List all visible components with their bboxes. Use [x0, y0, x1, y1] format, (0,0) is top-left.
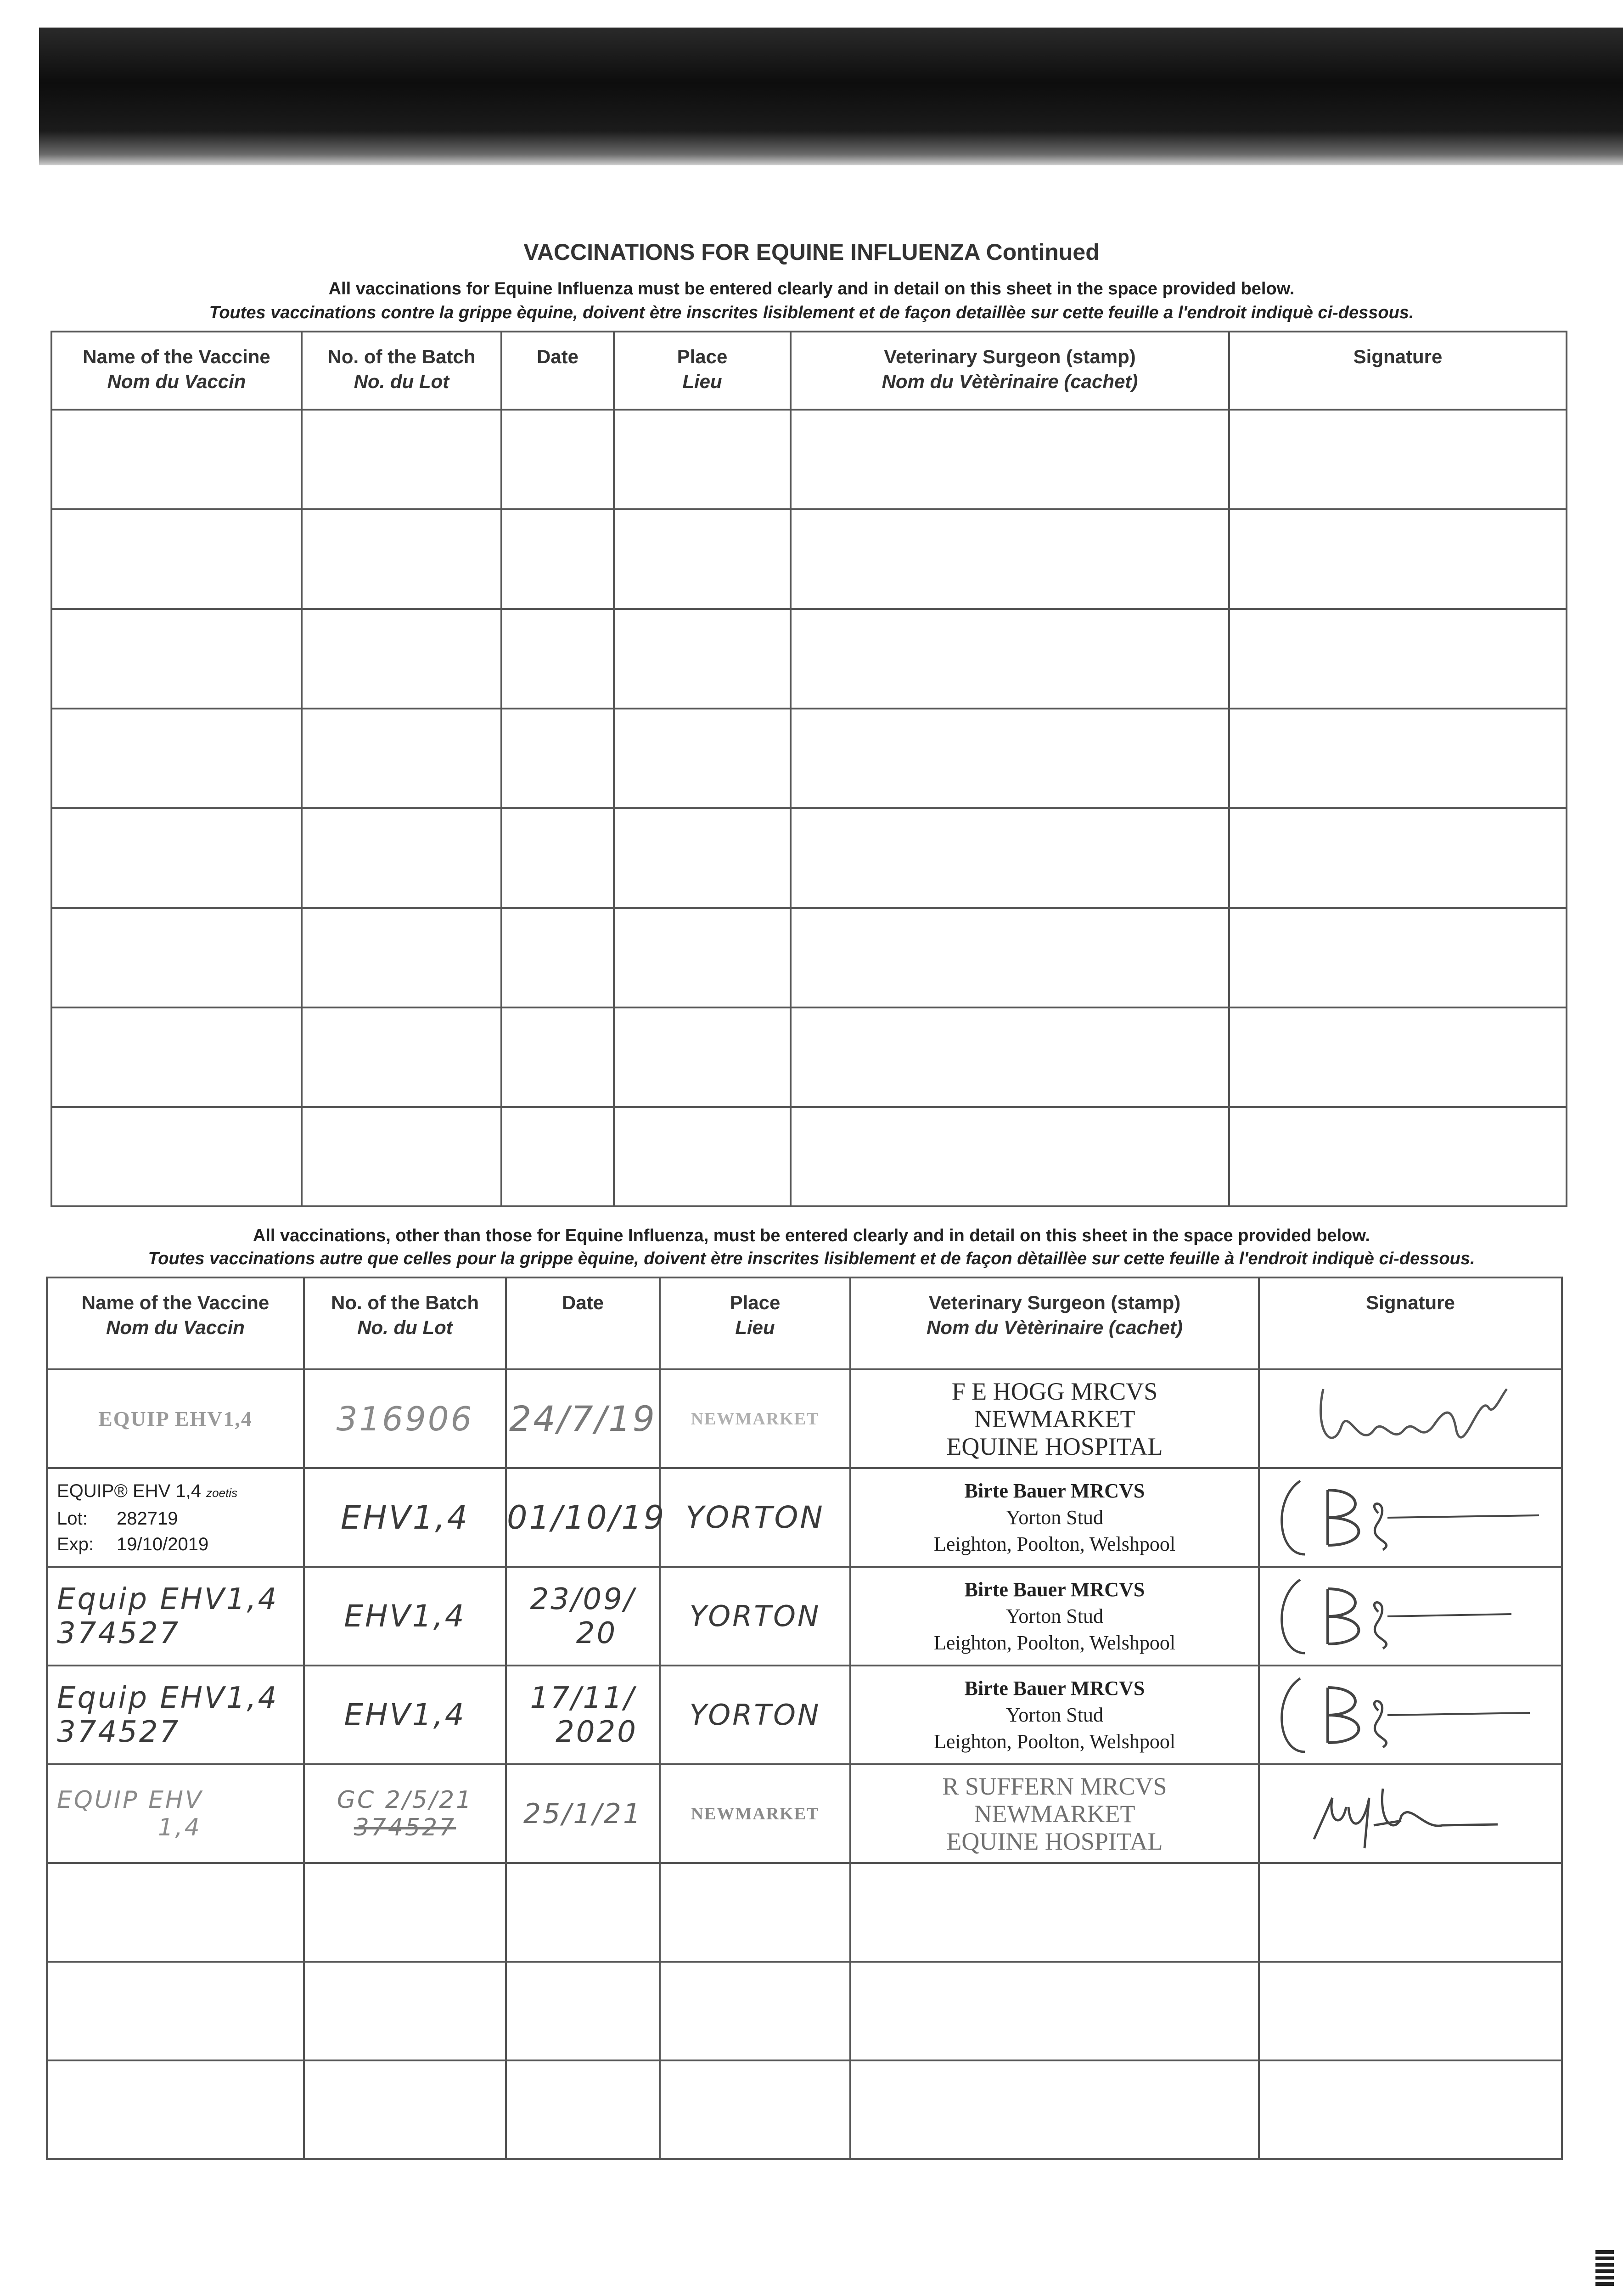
place-value: NEWMARKET: [691, 1409, 820, 1429]
vaccine-variant: 1,4: [158, 1813, 202, 1841]
vaccine-cell: [47, 1666, 304, 1764]
batch-cell: [304, 1764, 506, 1863]
date-cell: [506, 1666, 660, 1764]
date-value: 01/10/19: [507, 1498, 666, 1536]
header-batch: No. of the Batch No. du Lot: [302, 332, 501, 410]
vet-stamp: F E HOGG MRCVS NEWMARKET EQUINE HOSPITAL: [850, 1369, 1259, 1468]
date-year: 2020: [556, 1715, 638, 1749]
header-signature: Signature: [1259, 1277, 1562, 1369]
table-row: [51, 808, 1567, 908]
scan-edge-mark: [1595, 2250, 1614, 2287]
header-batch: No. of the Batch No. du Lot: [304, 1277, 506, 1369]
lot-number: 282719: [117, 1508, 178, 1529]
place-value: YORTON: [685, 1500, 825, 1535]
vaccine-lot: 374527: [57, 1715, 180, 1749]
table-row: [51, 908, 1567, 1007]
vaccine-cell: [47, 1764, 304, 1863]
header-vaccine: Name of the Vaccine Nom du Vaccin: [47, 1277, 304, 1369]
vaccine-cell: [47, 1567, 304, 1666]
batch-number: 316906: [336, 1399, 474, 1438]
signature-cell: [1259, 1666, 1562, 1764]
table-row: [51, 1107, 1567, 1206]
handwritten-signature-icon: [1305, 1375, 1516, 1463]
header-vet: Veterinary Surgeon (stamp) Nom du Vètèrinaire (cachet): [850, 1277, 1259, 1369]
date-value: 23/09/: [530, 1582, 636, 1616]
influenza-instruction-en: All vaccinations for Equine Influenza must be entered clearly and in detail on this sheet in the space provided below.: [328, 279, 1295, 298]
table-row: [51, 1007, 1567, 1107]
table-row: [47, 1468, 1562, 1567]
vaccine-name: EQUIP EHV1,4: [98, 1407, 253, 1430]
vet-stamp: R SUFFERN MRCVS NEWMARKET EQUINE HOSPITAL: [850, 1764, 1259, 1863]
batch-number: EHV1,4: [344, 1697, 466, 1733]
place-value: YORTON: [689, 1698, 821, 1732]
date-value: 25/1/21: [523, 1797, 643, 1830]
table-row: [51, 509, 1567, 609]
table-header-row: [47, 1277, 1562, 1369]
page-title: VACCINATIONS FOR EQUINE INFLUENZA Continued: [523, 239, 1100, 265]
scan-artifact-band: [39, 28, 1623, 165]
handwritten-signature-icon: [1305, 1770, 1516, 1857]
other-vaccination-table: [46, 1277, 1563, 2160]
date-cell: [506, 1567, 660, 1666]
handwritten-signature-icon: [1273, 1669, 1548, 1761]
signature-cell: [1259, 1369, 1562, 1468]
table-row: [47, 2060, 1562, 2159]
handwritten-signature-icon: [1273, 1472, 1548, 1564]
batch-number: EHV1,4: [340, 1498, 470, 1536]
place-value: NEWMARKET: [691, 1804, 820, 1823]
header-place: Place Lieu: [614, 332, 791, 410]
table-header-row: [51, 332, 1567, 410]
table-row: [51, 709, 1567, 808]
header-vet: Veterinary Surgeon (stamp) Nom du Vètèrinaire (cachet): [791, 332, 1229, 410]
signature-cell: [1259, 1764, 1562, 1863]
other-instruction-fr: Toutes vaccinations autre que celles pour la grippe èquine, doivent ètre inscrites lisiblement et de façon dètaillèe sur cette feuille à l'endroit indiquè ci-dessous.: [148, 1249, 1475, 1268]
table-row: [47, 1666, 1562, 1764]
expiry-date: 19/10/2019: [117, 1534, 209, 1554]
vaccine-lot: 374527: [57, 1616, 180, 1650]
table-row: [47, 1962, 1562, 2060]
table-row: [47, 1369, 1562, 1468]
date-value: 24/7/19: [509, 1398, 657, 1439]
influenza-vaccination-table: [51, 331, 1567, 1207]
other-instruction-en: All vaccinations, other than those for Equine Influenza, must be entered clearly and in detail on this sheet in the space provided below.: [253, 1226, 1370, 1245]
vaccine-name: EQUIP EHV: [57, 1786, 203, 1814]
vet-stamp: Birte Bauer MRCVS Yorton Stud Leighton, Poolton, Welshpool: [850, 1666, 1259, 1764]
header-date: Date: [506, 1277, 660, 1369]
batch-note: GC 2/5/21: [337, 1786, 473, 1814]
batch-number: EHV1,4: [344, 1598, 466, 1634]
vet-stamp: Birte Bauer MRCVS Yorton Stud Leighton, Poolton, Welshpool: [850, 1468, 1259, 1567]
vaccine-name: Equip EHV1,4: [57, 1681, 279, 1715]
handwritten-signature-icon: [1273, 1570, 1548, 1662]
vaccine-name: Equip EHV1,4: [57, 1582, 279, 1616]
table-row: [51, 609, 1567, 709]
batch-number: 374527: [354, 1813, 456, 1841]
date-year: 20: [576, 1616, 618, 1650]
header-place: Place Lieu: [660, 1277, 850, 1369]
header-signature: Signature: [1229, 332, 1567, 410]
signature-cell: [1259, 1468, 1562, 1567]
place-value: YORTON: [689, 1599, 821, 1633]
date-value: 17/11/: [530, 1681, 636, 1715]
table-row: [51, 410, 1567, 509]
header-vaccine: Name of the Vaccine Nom du Vaccin: [51, 332, 302, 410]
header-date: Date: [501, 332, 614, 410]
vaccine-brand: zoetis: [206, 1486, 238, 1500]
table-row: [47, 1764, 1562, 1863]
vaccine-name: EQUIP® EHV 1,4: [57, 1480, 202, 1501]
vet-stamp: Birte Bauer MRCVS Yorton Stud Leighton, Poolton, Welshpool: [850, 1567, 1259, 1666]
influenza-instruction-fr: Toutes vaccinations contre la grippe èquine, doivent ètre inscrites lisiblement et de façon detaillèe sur cette feuille a l'endroit indiquè ci-dessous.: [209, 303, 1414, 322]
table-row: [47, 1567, 1562, 1666]
signature-cell: [1259, 1567, 1562, 1666]
table-row: [47, 1863, 1562, 1962]
vaccine-label-cell: EQUIP® EHV 1,4 zoetis Lot: 282719 Exp: 19/10/2019: [47, 1468, 304, 1567]
